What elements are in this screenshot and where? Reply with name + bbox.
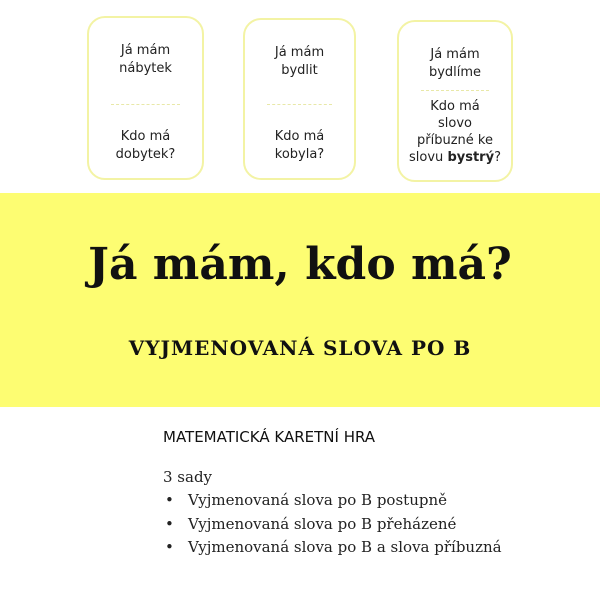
card-top-text	[245, 44, 354, 80]
card-bottom-text	[405, 98, 505, 166]
list-item-text: Vyjmenovaná slova po B postupně	[188, 491, 447, 509]
card-line: Já mám	[120, 43, 171, 58]
card-line: Kdo má	[430, 99, 480, 114]
card-word: slovu	[409, 150, 444, 165]
list-item	[163, 489, 502, 513]
list-item	[163, 536, 502, 560]
card-bold-word: bystrý	[447, 150, 495, 165]
bullet-icon: •	[165, 538, 174, 556]
card-top-text	[89, 42, 202, 78]
card-line: bydlíme	[428, 65, 482, 80]
card-line: kobyla?	[274, 147, 325, 162]
page-title: Já mám, kdo má?	[88, 239, 512, 290]
card-bottom-text	[251, 128, 348, 164]
card-bydlime	[397, 20, 513, 182]
card-line-last	[405, 149, 505, 166]
bullet-icon: •	[165, 514, 174, 533]
card-line: Já mám	[274, 45, 325, 60]
title-banner	[0, 193, 600, 407]
card-divider	[267, 104, 332, 105]
list-item-text: Vyjmenovaná slova po B přeházené	[188, 514, 457, 533]
list-item-text: Vyjmenovaná slova po B a slova příbuzná	[188, 538, 502, 556]
bullet-icon: •	[165, 491, 174, 509]
list-item	[163, 513, 502, 537]
card-bottom-text	[95, 128, 196, 164]
card-top-text	[399, 46, 511, 82]
info-heading: MATEMATICKÁ KARETNÍ HRA	[163, 428, 376, 446]
card-line: příbuzné ke	[417, 133, 493, 148]
card-line: Kdo má	[120, 129, 171, 144]
card-line: nábytek	[119, 61, 172, 76]
card-line: Já mám	[430, 47, 480, 62]
card-divider	[421, 90, 489, 91]
card-bydlit	[243, 18, 356, 180]
sets-list	[163, 489, 502, 560]
card-line: slovo	[438, 116, 472, 131]
page-subtitle: VYJMENOVANÁ SLOVA PO B	[128, 336, 472, 360]
card-line: Kdo má	[274, 129, 325, 144]
card-nabytek	[87, 16, 204, 180]
card-divider	[111, 104, 180, 105]
card-line: bydlit	[281, 63, 318, 78]
card-question-mark: ?	[494, 150, 501, 165]
sets-label: 3 sady	[163, 468, 213, 486]
card-line: dobytek?	[115, 147, 176, 162]
